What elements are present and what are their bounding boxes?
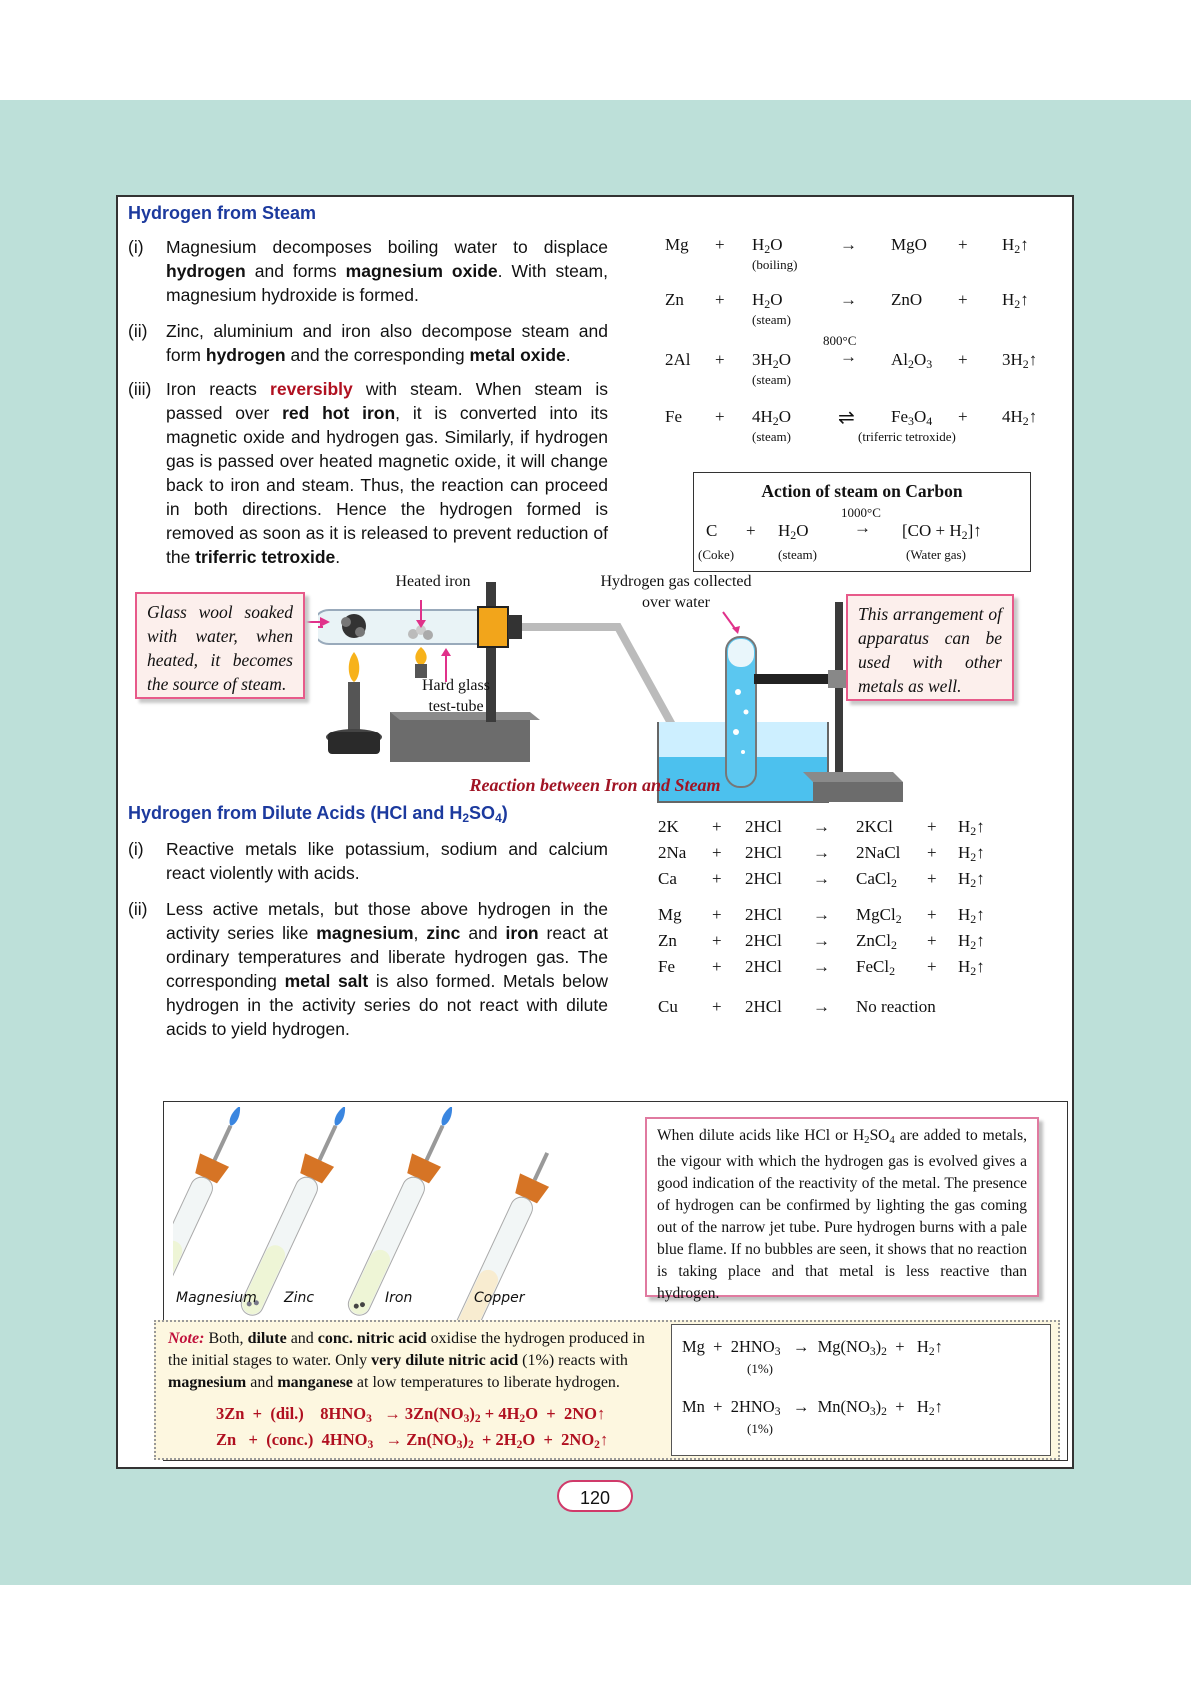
section-title-steam: Hydrogen from Steam	[128, 203, 317, 223]
eq-plus: +	[927, 817, 937, 836]
nitric-eq-2: $Mn + 2HNO_3 \to Mn(NO_3)_2$ + $H_2↑$	[682, 1397, 943, 1418]
eq-product: $Al_2O_3$	[891, 350, 933, 371]
eq-plus: +	[712, 817, 722, 836]
eq-plus: +	[958, 350, 968, 369]
tube-magnesium	[173, 1107, 254, 1321]
eq-plus: +	[715, 235, 725, 254]
eq-arrow: →	[813, 957, 830, 976]
eq-product: $H_2↑$	[958, 843, 985, 864]
note-box	[154, 1320, 1060, 1460]
note-text	[168, 1328, 658, 1394]
eq-arrow: →	[813, 997, 830, 1016]
eq-reactant: 2HCl	[745, 931, 782, 950]
eq-product: $[CO + H_2]↑$	[902, 521, 982, 542]
item-text: Reactive metals like potassium, sodium and calcium react violently with acids.	[166, 839, 608, 883]
eq-plus: +	[715, 407, 725, 426]
tube-label-magnesium: Magnesium	[176, 1290, 257, 1306]
eq-reactant: Ca	[658, 869, 677, 888]
eq-product: MgO	[891, 235, 927, 254]
eq-arrow: →	[840, 347, 857, 366]
eq-plus: +	[712, 905, 722, 924]
eq-plus: +	[712, 869, 722, 888]
eq-arrow: →	[813, 931, 830, 950]
figure-caption: Reaction between Iron and Steam	[469, 775, 721, 795]
eq-arrow: →	[813, 905, 830, 924]
eq-product: CaCl$_2$	[856, 869, 897, 890]
eq-reactant: 2K	[658, 817, 679, 836]
eq-plus: +	[927, 957, 937, 976]
tube-zinc	[233, 1107, 359, 1321]
eq-condition: 1000°C	[841, 505, 881, 520]
eq-note: (Water gas)	[906, 547, 966, 562]
eq-reactant: C	[706, 521, 718, 540]
eq-product: 2KCl	[856, 817, 893, 836]
para-steam-1	[128, 235, 608, 307]
note-arrangement: This arrangement of apparatus can be used with other metals as well.	[846, 594, 1014, 701]
eq-plus: +	[712, 931, 722, 950]
item-text: Magnesium decomposes boiling water to displace hydrogen and forms magnesium oxide. With steam, magnesium hydroxide is formed.	[166, 237, 608, 305]
eq-product: $H_2↑$	[958, 869, 985, 890]
page-frame	[116, 195, 1074, 1469]
eq-reactant: $4H_2O$	[752, 407, 792, 428]
eq-reactant: Cu	[658, 997, 678, 1016]
eq-plus: +	[712, 843, 722, 862]
eq-plus: +	[958, 407, 968, 426]
note-body: Both, dilute and conc. nitric acid oxidise the hydrogen produced in the initial stages to water. Only very dilute nitric acid (1%) reacts with magnesium and manganese at low temperatures to liberate hydrogen.	[168, 1330, 645, 1391]
eq-product: ZnO	[891, 290, 923, 309]
eq-note: (steam)	[752, 372, 791, 387]
eq-arrow: →	[813, 869, 830, 888]
eq-product: $Fe_3O_4$	[891, 407, 933, 428]
eq-reactant: 2HCl	[745, 817, 782, 836]
eq-note: (steam)	[778, 547, 817, 562]
eq-arrow: →	[813, 817, 830, 836]
item-number: (i)	[128, 839, 144, 859]
eq-reactant: 2Al	[665, 350, 691, 369]
eq-reactant: 2HCl	[745, 905, 782, 924]
item-text: Zinc, aluminium and iron also decompose steam and form hydrogen and the corresponding metal oxide.	[166, 321, 608, 365]
eq-plus: +	[712, 997, 722, 1016]
eq-product: MgCl$_2$	[856, 905, 902, 926]
eq-note: (boiling)	[752, 257, 798, 272]
label-hydrogen-collected: Hydrogen gas collected over water	[600, 573, 752, 611]
note-eq-1: 3Zn + (dil.) $8HNO_3 \to 3Zn(NO_3)_2 + 4H_2O$ + 2NO↑	[216, 1404, 606, 1425]
eq-reactant: Mg	[658, 905, 682, 924]
eq-note: (steam)	[752, 312, 791, 327]
label-heated-iron: Heated iron	[395, 573, 471, 590]
eq-reactant: 2Na	[658, 843, 687, 862]
item-number: (iii)	[128, 379, 152, 399]
para-steam-3	[128, 377, 608, 569]
tube-iron	[340, 1107, 466, 1321]
eq-product: $3H_2↑$	[1002, 350, 1038, 371]
eq-reactant: $3H_2O$	[752, 350, 792, 371]
para-acids-2	[128, 897, 608, 1041]
clamp	[478, 607, 508, 647]
eq-note: (1%)	[747, 1361, 773, 1376]
eq-product: $H_2↑$	[958, 931, 985, 952]
eq-reactant: 2HCl	[745, 997, 782, 1016]
page-number: 120	[557, 1480, 633, 1512]
eq-product: $H_2↑$	[1002, 290, 1029, 311]
carbon-box-title: Action of steam on Carbon	[761, 481, 963, 501]
eq-reactant: Fe	[665, 407, 682, 426]
eq-product: $H_2↑$	[1002, 235, 1029, 256]
note-glass-wool: Glass wool soaked with water, when heated, it becomes the source of steam.	[135, 592, 305, 699]
item-text: Iron reacts reversibly with steam. When steam is passed over red hot iron, it is converted into its magnetic oxide and hydrogen gas. Similarly, if hydrogen gas is passed over heated magnetic oxide, it will change back to iron and steam. Thus, the reaction can proceed in both directions. Hence the hydrogen formed is removed as soon as it is released to prevent reduction of the triferric tetroxide.	[166, 379, 608, 567]
tube-label-copper: Copper	[474, 1290, 525, 1306]
eq-plus: +	[927, 843, 937, 862]
eq-reactant: 2HCl	[745, 869, 782, 888]
info-box-acids: When dilute acids like HCl or $H_2SO_4$ are added to metals, the vigour with which the hydrogen gas is evolved gives a good indication of the reactivity of the metal. The presence of hydrogen can be confirmed by lighting the gas coming out of the narrow jet tube. Pure hydrogen burns with a pale blue flame. If no bubbles are seen, it shows that no reaction is taking place and that metal is less reactive than hydrogen.	[645, 1117, 1039, 1297]
item-text: Less active metals, but those above hydrogen in the activity series like magnesium, zinc and iron react at ordinary temperatures and liberate hydrogen gas. The corresponding metal salt is also formed. Metals below hydrogen in the activity series do not react with dilute acids to yield hydrogen.	[166, 899, 608, 1039]
eq-plus: +	[715, 290, 725, 309]
eq-arrow: →	[813, 843, 830, 862]
eq-reactant: 2HCl	[745, 843, 782, 862]
eq-plus: +	[958, 290, 968, 309]
note-eq-2: Zn + (conc.) $4HNO_3 \to Zn(NO_3)_2 + 2H_2O$ + $2NO_2↑$	[216, 1430, 609, 1451]
eq-arrow: →	[840, 290, 857, 309]
eq-note: (Coke)	[698, 547, 735, 562]
section-title-acids: Hydrogen from Dilute Acids (HCl and $H_2SO_4$)	[128, 803, 508, 825]
eq-plus: +	[927, 905, 937, 924]
para-steam-2	[128, 319, 608, 367]
item-number: (ii)	[128, 321, 148, 341]
label-hard-glass-tube: Hard glass test-tube	[422, 677, 490, 715]
eq-note: (steam)	[752, 429, 791, 444]
eq-product: 2NaCl	[856, 843, 901, 862]
tube-label-zinc: Zinc	[284, 1290, 315, 1306]
iron-steam-apparatus	[318, 582, 918, 807]
tube-label-iron: Iron	[385, 1290, 413, 1306]
eq-plus: +	[746, 521, 756, 540]
eq-product: $4H_2↑$	[1002, 407, 1038, 428]
para-acids-1	[128, 837, 608, 885]
eq-product: No reaction	[856, 997, 936, 1016]
eq-reactant: Zn	[665, 290, 684, 309]
eq-arrow: ⇌	[838, 407, 855, 429]
item-number: (ii)	[128, 899, 148, 919]
eq-reactant: $H_2O$	[752, 290, 783, 311]
tube-copper	[448, 1146, 562, 1337]
eq-product: FeCl$_2$	[856, 957, 896, 978]
note-label: Note:	[168, 1330, 205, 1347]
eq-reactant: Mg	[665, 235, 689, 254]
eq-arrow: →	[854, 518, 871, 537]
eq-plus: +	[958, 235, 968, 254]
eq-reactant: Fe	[658, 957, 675, 976]
eq-product: ZnCl$_2$	[856, 931, 897, 952]
carbon-box	[693, 472, 1031, 572]
nitric-eq-1: $Mg + 2HNO_3 \to Mg(NO_3)_2$ + $H_2↑$	[682, 1337, 943, 1358]
eq-plus: +	[715, 350, 725, 369]
eq-note: (triferric tetroxide)	[858, 429, 956, 444]
eq-condition: 800°C	[823, 333, 857, 348]
eq-reactant: 2HCl	[745, 957, 782, 976]
eq-product: $H_2↑$	[958, 957, 985, 978]
eq-reactant: $H_2O$	[752, 235, 783, 256]
eq-arrow: →	[840, 235, 857, 254]
nitric-eq-box	[671, 1324, 1051, 1456]
eq-plus: +	[927, 869, 937, 888]
eq-plus: +	[712, 957, 722, 976]
item-number: (i)	[128, 237, 144, 257]
eq-plus: +	[927, 931, 937, 950]
eq-product: $H_2↑$	[958, 817, 985, 838]
eq-reactant: Zn	[658, 931, 677, 950]
eq-product: $H_2↑$	[958, 905, 985, 926]
eq-reactant: $H_2O$	[778, 521, 809, 542]
eq-note: (1%)	[747, 1421, 773, 1436]
